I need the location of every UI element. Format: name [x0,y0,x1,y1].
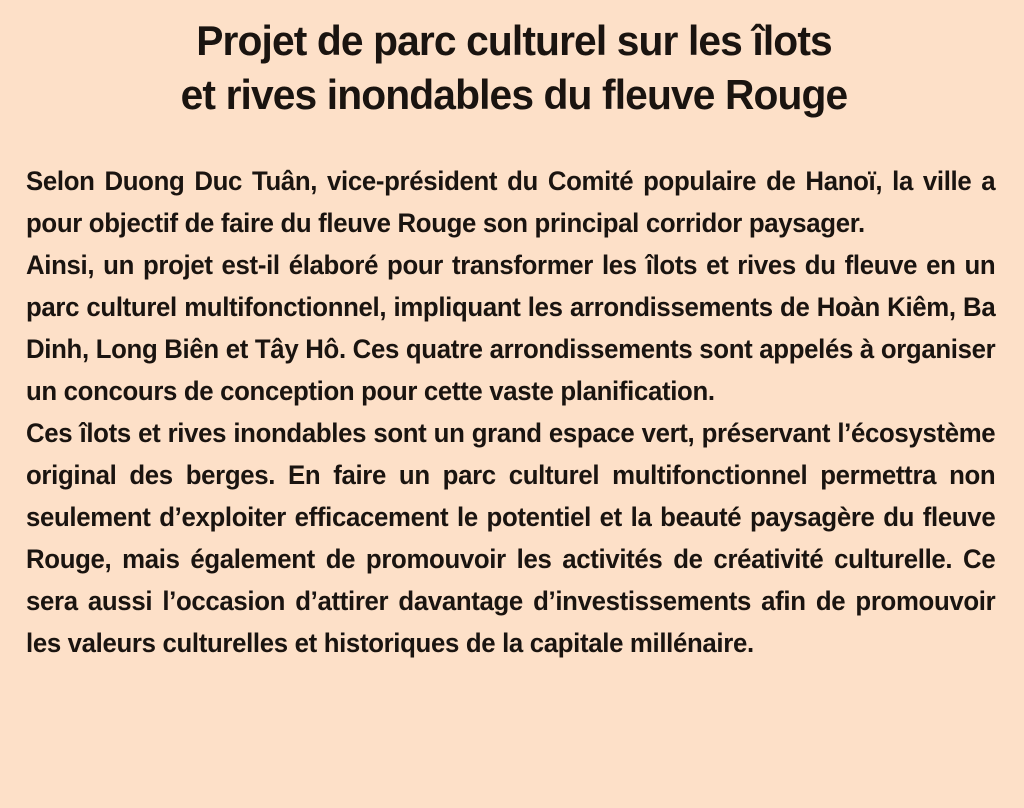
article-title-line-2: et rives inondables du fleuve Rouge [180,71,848,118]
paragraph-intro: Selon Duong Duc Tuân, vice-président du Comité populaire de Hanoï, la ville a pour objectif de faire du fleuve Rouge son principal corridor paysager. [26,166,996,238]
article-title-line-1: Projet de parc culturel sur les îlots [196,17,832,64]
paragraph-project: Ainsi, un projet est-il élaboré pour transformer les îlots et rives du fleuve en un parc culturel multifonctionnel, impliquant les arrondissements de Hoàn Kiêm, Ba Dinh, Long Biên et Tây Hô. Ces quatre arrondissements sont appelés à organiser un concours de conception pour cette vaste planification. [26,250,996,406]
article-title [41,14,988,122]
article-body [26,160,995,664]
paragraph-benefits: Ces îlots et rives inondables sont un grand espace vert, préservant l’écosystème original des berges. En faire un parc culturel multifonctionnel permettra non seulement d’exploiter efficacement le potentiel et la beauté paysagère du fleuve Rouge, mais également de promouvoir les activités de créativité culturelle. Ce sera aussi l’occasion d’attirer davantage d’investissements afin de promouvoir les valeurs culturelles et historiques de la capitale millénaire. [26,418,996,658]
